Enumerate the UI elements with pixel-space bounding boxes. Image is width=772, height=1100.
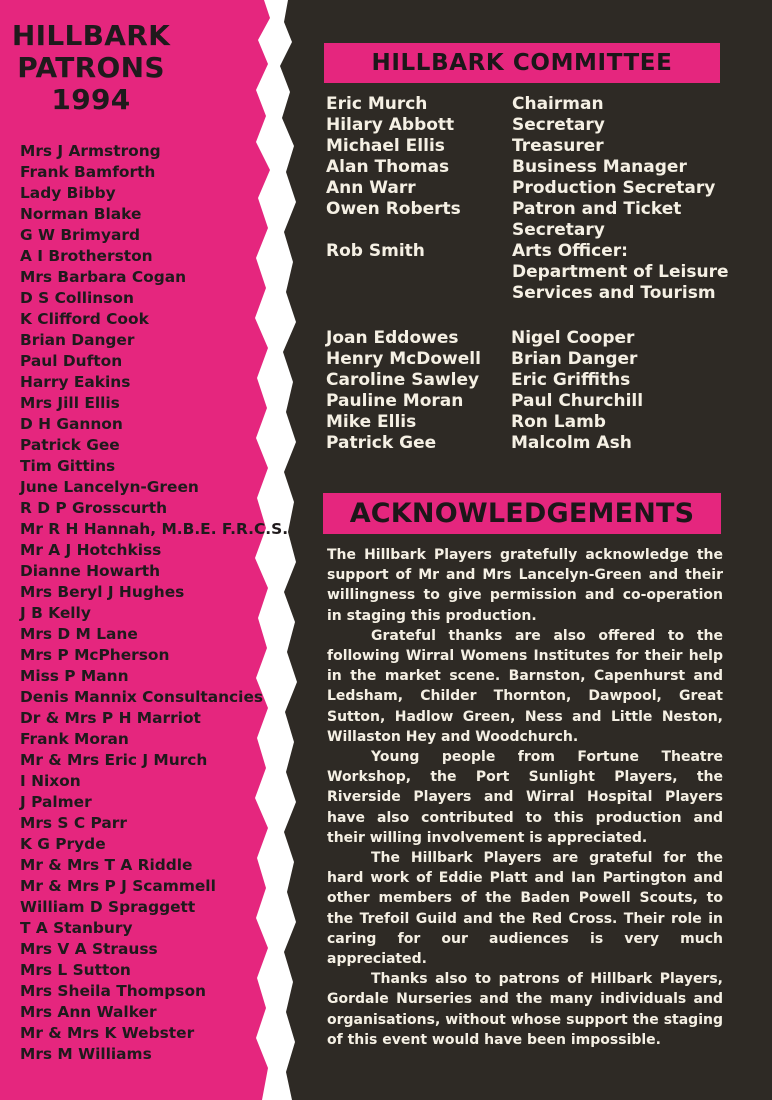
patron-name: William D Spraggett <box>20 898 196 916</box>
committee-member-name: Caroline Sawley <box>326 370 480 390</box>
committee-heading: HILLBARK COMMITTEE <box>324 43 720 83</box>
committee-members-column-1 <box>326 328 481 454</box>
acknowledgement-paragraph: Grateful thanks are also offered to the following Wirral Womens Institutes for their help in the market scene. Barnston, Capenhurst and Ledsham, Childer Thornton, Dawpool, Great Sutton, Hadlow Green, Ness and Little Neston, Willaston Hey and Woodchurch. <box>327 627 723 745</box>
committee-officer-role: Secretary <box>512 220 605 240</box>
patron-name: Mrs Sheila Thompson <box>20 982 206 1000</box>
patron-name: Mrs Jill Ellis <box>20 394 120 412</box>
patron-name: Mrs V A Strauss <box>20 940 158 958</box>
patron-name: Mr & Mrs P J Scammell <box>20 877 216 895</box>
patrons-title-line: 1994 <box>51 83 131 116</box>
patron-name: J B Kelly <box>20 604 91 622</box>
patron-name: D S Collinson <box>20 289 134 307</box>
committee-members-column-2 <box>511 328 643 454</box>
committee-member-name: Nigel Cooper <box>511 328 635 348</box>
patron-name: Norman Blake <box>20 205 142 223</box>
patron-name: A I Brotherston <box>20 247 153 265</box>
patron-name: T A Stanbury <box>20 919 133 937</box>
patron-name: Mrs D M Lane <box>20 625 138 643</box>
committee-officer-roles <box>512 94 729 304</box>
acknowledgement-paragraph: The Hillbark Players are grateful for the hard work of Eddie Platt and Ian Partington and other members of the Baden Powell Scouts, to the Trefoil Guild and the Red Cross. Their role in caring for our audiences is very much appreciated. <box>327 850 723 968</box>
patron-name: Mrs Barbara Cogan <box>20 268 187 286</box>
committee-officer-role: Secretary <box>512 115 605 135</box>
patrons-title-line: HILLBARK <box>11 19 171 52</box>
committee-member-name: Brian Danger <box>511 349 638 369</box>
acknowledgements-heading: ACKNOWLEDGEMENTS <box>323 493 721 534</box>
patron-name: J Palmer <box>20 793 92 811</box>
patron-name: Mr & Mrs T A Riddle <box>20 856 193 874</box>
patron-name: Dr & Mrs P H Marriot <box>20 709 201 727</box>
patron-name: June Lancelyn-Green <box>20 478 199 496</box>
patrons-title <box>0 20 182 116</box>
committee-member-name: Mike Ellis <box>326 412 417 432</box>
acknowledgements-body <box>327 545 723 1050</box>
patron-name: Miss P Mann <box>20 667 129 685</box>
committee-member-name: Eric Griffiths <box>511 370 631 390</box>
committee-member-name: Malcolm Ash <box>511 433 632 453</box>
acknowledgement-paragraph: The Hillbark Players gratefully acknowledge the support of Mr and Mrs Lancelyn-Green and their willingness to give permission and co-operation in staging this production. <box>327 547 723 624</box>
committee-officer-name: Rob Smith <box>326 241 425 261</box>
patron-name: Lady Bibby <box>20 184 116 202</box>
committee-officer-role: Production Secretary <box>512 178 716 198</box>
patron-name: Mrs J Armstrong <box>20 142 161 160</box>
committee-officer-name: Hilary Abbott <box>326 115 455 135</box>
patron-name: Tim Gittins <box>20 457 116 475</box>
patron-name: R D P Grosscurth <box>20 499 168 517</box>
committee-member-name: Paul Churchill <box>511 391 644 411</box>
committee-officer-name: Michael Ellis <box>326 136 445 156</box>
patron-name: G W Brimyard <box>20 226 140 244</box>
patron-name: Mrs Beryl J Hughes <box>20 583 185 601</box>
acknowledgement-paragraph: Thanks also to patrons of Hillbark Players, Gordale Nurseries and the many individuals and organisations, without whose support the staging of this event would have been impossible. <box>327 971 723 1048</box>
committee-officer-name <box>326 262 461 283</box>
patron-name: Mrs Ann Walker <box>20 1003 157 1021</box>
committee-officer-names <box>326 94 461 304</box>
committee-member-name: Ron Lamb <box>511 412 606 432</box>
patrons-title-line: PATRONS <box>17 51 165 84</box>
committee-member-name: Patrick Gee <box>326 433 437 453</box>
committee-officer-name <box>326 283 461 304</box>
patron-name: Mrs P McPherson <box>20 646 170 664</box>
committee-officer-role: Treasurer <box>512 136 604 156</box>
committee-member-name: Pauline Moran <box>326 391 464 411</box>
patron-name: Mr R H Hannah, M.B.E. F.R.C.S. <box>20 520 289 538</box>
patron-name: Denis Mannix Consultancies <box>20 688 264 706</box>
committee-officer-name: Alan Thomas <box>326 157 450 177</box>
patron-list <box>20 141 288 1065</box>
committee-officer-role: Business Manager <box>512 157 687 177</box>
patron-name: Mr A J Hotchkiss <box>20 541 162 559</box>
committee-officer-role: Patron and Ticket <box>512 199 682 219</box>
committee-member-name: Joan Eddowes <box>326 328 459 348</box>
patron-name: Mrs M Williams <box>20 1045 152 1063</box>
patron-name: D H Gannon <box>20 415 123 433</box>
committee-officer-name: Owen Roberts <box>326 199 461 219</box>
patron-name: Dianne Howarth <box>20 562 161 580</box>
patron-name: K G Pryde <box>20 835 106 853</box>
patron-name: Paul Dufton <box>20 352 123 370</box>
patron-name: Mr & Mrs Eric J Murch <box>20 751 208 769</box>
patron-name: Mr & Mrs K Webster <box>20 1024 195 1042</box>
committee-officer-name <box>326 220 461 241</box>
patron-name: Frank Moran <box>20 730 129 748</box>
patron-name: Harry Eakins <box>20 373 131 391</box>
committee-officer-role: Chairman <box>512 94 604 114</box>
patron-name: Patrick Gee <box>20 436 120 454</box>
patron-name: Brian Danger <box>20 331 135 349</box>
patron-name: K Clifford Cook <box>20 310 149 328</box>
committee-officer-role: Department of Leisure <box>512 262 729 282</box>
committee-officer-role: Services and Tourism <box>512 283 716 303</box>
committee-officer-name: Eric Murch <box>326 94 428 114</box>
patron-name: Mrs S C Parr <box>20 814 127 832</box>
committee-officer-name: Ann Warr <box>326 178 416 198</box>
committee-member-name: Henry McDowell <box>326 349 481 369</box>
committee-officer-role: Arts Officer: <box>512 241 628 261</box>
patron-name: Frank Bamforth <box>20 163 156 181</box>
patron-name: I Nixon <box>20 772 81 790</box>
acknowledgement-paragraph: Young people from Fortune Theatre Workshop, the Port Sunlight Players, the Riverside Players and Wirral Hospital Players have also contributed to this production and their willing involvement is appreciated. <box>327 749 723 846</box>
patron-name: Mrs L Sutton <box>20 961 131 979</box>
